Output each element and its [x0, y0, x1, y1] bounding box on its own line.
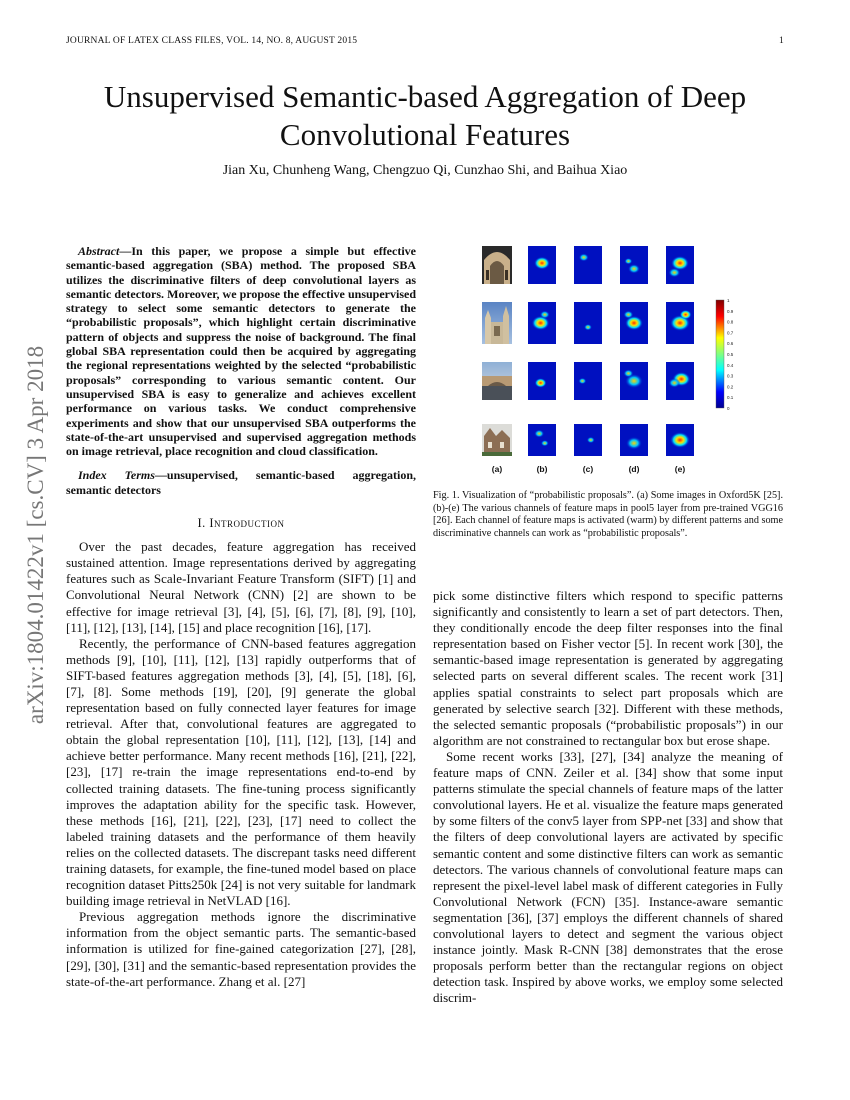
right-paragraph-1: pick some distinctive filters which respond to specific patterns significantly and consistently to learn a set of part detectors. Then, they conditionally encode the deep filter responses into the final representation based on Fisher vector [5]. In recent work [30], the semantic-based image representation is generated by aggregating selected parts on several different scales. The recent work [31] applies spatial constraints to select part proposals which are generated by selective search [32]. Different with these methods, the selected semantic proposals (“probabilistic proposals”) in our algorithm are not constrained to rectangular box but erose shape.: [433, 588, 783, 748]
feature-map: [666, 302, 694, 344]
feature-map-grid: [528, 246, 694, 456]
feature-map: [620, 424, 648, 456]
figure-column-label: (a): [491, 464, 503, 474]
author-list: Jian Xu, Chunheng Wang, Chengzuo Qi, Cunzhao Shi, and Baihua Xiao: [222, 163, 628, 178]
colorbar-tick: 0.5: [727, 352, 734, 357]
colorbar-tick: 0.7: [727, 330, 734, 336]
figure-1-caption: Fig. 1. Visualization of “probabilistic proposals”. (a) Some images in Oxford5K [25]. (b)-(e) The various channels of feature maps in pool5 layer from pre-trained VGG16 [26]. Each channel of feature maps is activated (warm) by different patterns and some discriminative channels can work as “probabilistic proposals”.: [433, 490, 784, 539]
index-terms: [66, 468, 416, 497]
colorbar-tick: 1: [727, 298, 730, 303]
feature-map: [528, 424, 556, 456]
feature-map: [528, 362, 556, 400]
colorbar: [716, 298, 734, 411]
right-paragraph-2: Some recent works [33], [27], [34] analyze the meaning of feature maps of CNN. Zeiler et al. [34] show that some input patterns stimulate the special channels of feature maps of the latter convolutional layers. He et al. visualize the feature maps generated by some filters of the conv5 layer from SPP-net [33] and show that the filters of deep convolutional layers are activated by specific semantic content and some distinctive filters can work as semantic detectors. The various channels of convolutional feature maps can represent the pixel-level label mask of different categories in Fully Convolutional Network (FCN) [35]. Instance-aware semantic segmentation [36], [37] employs the different channels of shared convolutional layers to detect and segment the various object instance jointly. Mask R-CNN [38] demonstrates that the erose proposals perform better than the rectangular regions on object detection task. Inspired by above works, we employ some selected discrim-: [433, 748, 783, 1006]
feature-map: [574, 302, 602, 344]
colorbar-tick: 0.2: [727, 384, 734, 390]
feature-map: [666, 362, 694, 400]
intro-paragraph-3: Previous aggregation methods ignore the discriminative information from the object semantic parts. The semantic-based information is utilized for fine-gained categorization [27], [28], [29], [30], [31] and the semantic-based representation provides the state-of-the-art performance. Zhang et al. [27]: [66, 909, 416, 989]
photo-oxford-3: [482, 362, 512, 400]
running-header: JOURNAL OF LATEX CLASS FILES, VOL. 14, NO. 8, AUGUST 2015: [66, 36, 358, 46]
figure-column-label: (d): [628, 464, 640, 474]
feature-map: [528, 302, 556, 344]
colorbar-tick: 0.8: [727, 319, 734, 325]
feature-map: [620, 302, 648, 344]
feature-map: [574, 362, 602, 400]
page-number: 1: [779, 36, 784, 46]
feature-map: [666, 246, 694, 284]
colorbar-tick: 0.9: [727, 308, 734, 314]
colorbar-tick: 0.6: [727, 341, 734, 347]
photo-oxford-4: [482, 424, 512, 456]
feature-map: [620, 362, 648, 400]
abstract-label: Abstract: [78, 244, 120, 258]
section-heading-introduction: I. Introduction: [197, 516, 285, 531]
feature-map: [574, 424, 602, 456]
left-column: [66, 244, 416, 990]
figure-column-label: (c): [582, 464, 594, 474]
right-column: [433, 588, 783, 1006]
photo-oxford-2: [482, 302, 512, 344]
arxiv-stamp: arXiv:1804.01422v1 [cs.CV] 3 Apr 2018: [23, 345, 48, 725]
colorbar-tick: 0: [727, 406, 730, 411]
photo-oxford-1: [482, 246, 512, 284]
feature-map: [620, 246, 648, 284]
figure-1: [470, 240, 740, 480]
colorbar-tick: 0.3: [727, 373, 734, 379]
index-terms-text: —unsupervised, semantic-based aggregation, semantic detectors: [66, 468, 416, 497]
abstract-text: —In this paper, we propose a simple but effective semantic-based aggregation (SBA) method. The proposed SBA utilizes the discriminative filters of deep convolutional layers as semantic detectors. Moreover, we propose the effective unsupervised strategy to select some semantic detectors to generate the “probabilistic proposals”, which highlight certain discriminative pattern of objects and suppress the noise of background. The final global SBA representation could then be acquired by aggregating the regional representations weighted by the selected “probabilistic proposals” corresponding to various semantic content. Our unsupervised SBA is easy to generalize and achieves excellent performance on various tasks. We conduct comprehensive experiments and show that our unsupervised SBA outperforms the state-of-the-art unsupervised and supervised aggregation methods on image retrieval, place recognition and cloud classification.: [66, 244, 416, 459]
feature-map: [574, 246, 602, 284]
feature-map: [528, 246, 556, 284]
colorbar-tick: 0.4: [727, 362, 734, 368]
colorbar-tick: 0.1: [727, 395, 734, 401]
arxiv-stamp-container: [6, 295, 66, 775]
intro-paragraph-2: Recently, the performance of CNN-based features aggregation methods [9], [10], [11], [12], [13] rapidly outperforms that of SIFT-based features aggregation methods [3], [4], [5], [18], [6], [7], [8]. Some methods [19], [20], [9] generate the global representation based on fully connected layer features for image retrieval. After that, convolutional features are aggregated to obtain the global representation [10], [11], [12], [13], [14] and achieve better performance. Many recent methods [16], [21], [22], [23], [17] re-train the image representations end-to-end by collected training datasets. The fine-tuning process significantly improves the adaptation ability for the specific task. However, these methods [16], [21], [22], [23], [17] need to collect the labeled training datasets and the performance of them heavily relies on the collected datasets. The discrepant tasks need different training datasets, for example, the fine-tuned model based on place recognition dataset Pitts250k [24] is not very suitable for landmark building image retrieval in NetVLAD [16].: [66, 635, 416, 909]
feature-map: [666, 424, 694, 456]
figure-column-label: (e): [674, 464, 686, 474]
abstract: [66, 244, 416, 458]
index-terms-label: Index Terms: [78, 468, 155, 483]
figure-1-graphic: [470, 240, 740, 480]
paper-title: Unsupervised Semantic-based Aggregation of Deep Convolutional Features: [103, 79, 747, 152]
figure-column-label: (b): [536, 464, 548, 474]
intro-paragraph-1: Over the past decades, feature aggregation has received sustained attention. Image representations derived by aggregating features such as Scale-Invariant Feature Transform (SIFT) [1] and Convolutional Neural Network (CNN) [2] are shown to be effective for image retrieval [3], [4], [5], [6], [7], [8], [9], [10], [11], [12], [13], [14], [15] and place recognition [16], [17].: [66, 539, 416, 635]
